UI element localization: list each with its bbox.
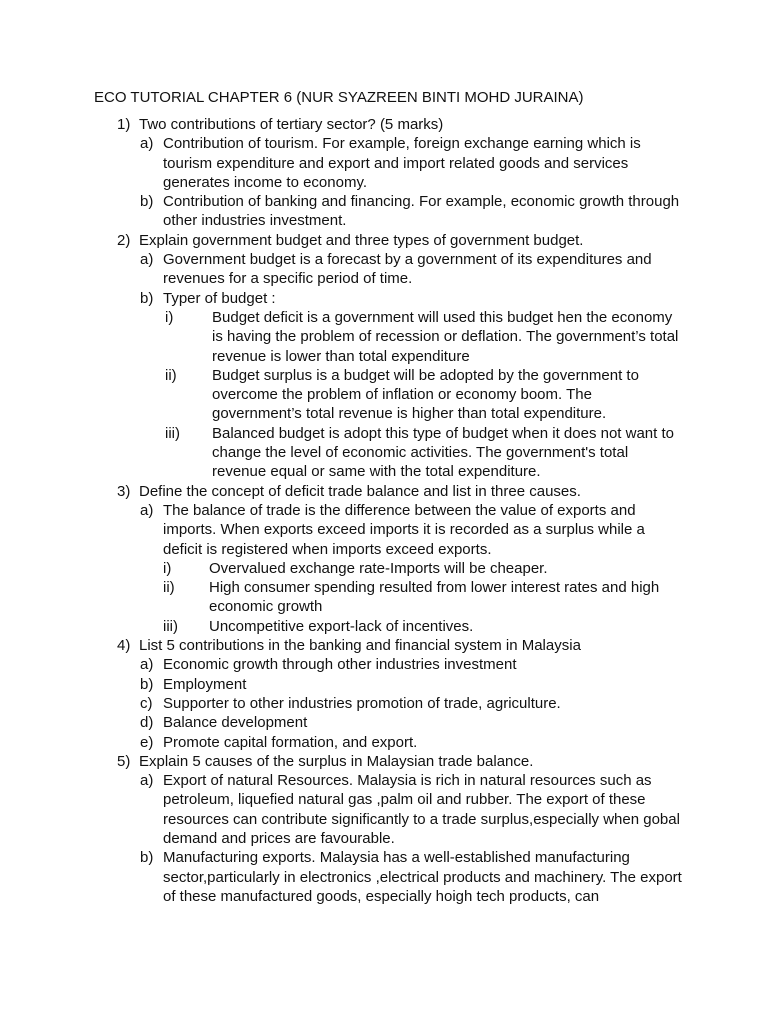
list-text: Manufacturing exports. Malaysia has a well-established manufacturing sector,particularly in electronics ,electrical products and machinery. The export of these manufactured goods, especially hoigh tech products, can <box>163 849 682 905</box>
answer-item <box>0 501 768 559</box>
answer-item <box>0 250 768 289</box>
list-text: Government budget is a forecast by a government of its expenditures and revenues for a specific period of time. <box>163 251 652 288</box>
list-text: The balance of trade is the difference between the value of exports and imports. When exports exceed imports it is recorded as a surplus while a deficit is registered when imports exceed exports. <box>163 501 645 558</box>
list-text: High consumer spending resulted from lower interest rates and high economic growth <box>209 579 660 616</box>
list-text: Supporter to other industries promotion of trade, agriculture. <box>163 694 561 712</box>
list-marker: a) <box>140 135 154 153</box>
list-marker: b) <box>140 675 154 693</box>
list-text: List 5 contributions in the banking and financial system in Malaysia <box>139 637 581 655</box>
answer-item <box>0 771 768 848</box>
list-text: Promote capital formation, and export. <box>163 733 418 751</box>
list-marker: d) <box>140 714 154 732</box>
answer-item <box>0 192 768 231</box>
list-marker: iii) <box>165 424 180 442</box>
list-text: Two contributions of tertiary sector? (5 marks) <box>139 116 444 133</box>
sub-answer-item <box>0 366 768 424</box>
sub-answer-item <box>0 578 768 617</box>
list-marker: a) <box>140 501 154 519</box>
sub-answer-item <box>0 424 768 482</box>
list-marker: 4) <box>117 637 131 655</box>
list-marker: 5) <box>117 752 131 770</box>
list-marker: a) <box>140 251 154 269</box>
answer-item <box>0 694 768 713</box>
list-marker: 2) <box>117 231 131 249</box>
sub-answer-item <box>0 308 768 366</box>
list-marker: 1) <box>117 116 131 133</box>
list-text: Contribution of banking and financing. For example, economic growth through other industries investment. <box>163 193 680 230</box>
question-item <box>0 115 768 134</box>
list-text: Balanced budget is adopt this type of budget when it does not want to change the level of economic activities. The government's total revenue equal or same with the total expenditure. <box>212 424 674 481</box>
question-item <box>0 636 768 655</box>
list-text: Define the concept of deficit trade balance and list in three causes. <box>139 482 581 500</box>
list-marker: ii) <box>163 579 175 597</box>
list-marker: b) <box>140 193 154 211</box>
list-marker: 3) <box>117 482 131 500</box>
list-marker: iii) <box>163 617 178 635</box>
list-text: Explain 5 causes of the surplus in Malaysian trade balance. <box>139 752 534 770</box>
answer-item <box>0 655 768 674</box>
list-marker: b) <box>140 849 154 867</box>
list-text: Uncompetitive export-lack of incentives. <box>209 617 474 635</box>
list-text: Economic growth through other industries investment <box>163 656 517 674</box>
question-item <box>0 752 768 771</box>
answer-item <box>0 134 768 192</box>
list-marker: i) <box>165 308 174 326</box>
list-text: Budget deficit is a government will used this budget hen the economy is having the problem of recession or deflation. The government’s total revenue is lower than total expenditure <box>212 308 679 365</box>
answer-item <box>0 675 768 694</box>
document-title: ECO TUTORIAL CHAPTER 6 (NUR SYAZREEN BINTI MOHD JURAINA) <box>94 89 584 106</box>
question-item <box>0 482 768 501</box>
answer-item <box>0 289 768 308</box>
question-item <box>0 231 768 250</box>
sub-answer-item <box>0 559 768 578</box>
document-body <box>0 115 768 906</box>
list-text: Explain government budget and three types of government budget. <box>139 231 584 249</box>
list-text: Budget surplus is a budget will be adopted by the government to overcome the problem of inflation or economy boom. The government’s total revenue is higher than total expenditure. <box>212 366 639 423</box>
list-text: Employment <box>163 675 247 693</box>
list-text: Balance development <box>163 714 308 732</box>
list-marker: a) <box>140 772 154 790</box>
list-marker: a) <box>140 656 154 674</box>
list-marker: i) <box>163 559 172 577</box>
list-marker: b) <box>140 289 154 307</box>
answer-item <box>0 713 768 732</box>
sub-answer-item <box>0 617 768 636</box>
answer-item <box>0 848 768 906</box>
list-text: Overvalued exchange rate-Imports will be cheaper. <box>209 559 548 577</box>
list-marker: ii) <box>165 366 177 384</box>
list-text: Typer of budget : <box>163 289 276 307</box>
list-text: Contribution of tourism. For example, foreign exchange earning which is tourism expenditure and export and import related goods and services generates income to economy. <box>163 135 641 191</box>
answer-item <box>0 733 768 752</box>
list-text: Export of natural Resources. Malaysia is rich in natural resources such as petroleum, liquefied natural gas ,palm oil and rubber. The export of these resources can contribute significantly to a trade surplus,especially when gobal demand and prices are favourable. <box>163 772 680 847</box>
list-marker: c) <box>140 694 153 712</box>
list-marker: e) <box>140 733 154 751</box>
